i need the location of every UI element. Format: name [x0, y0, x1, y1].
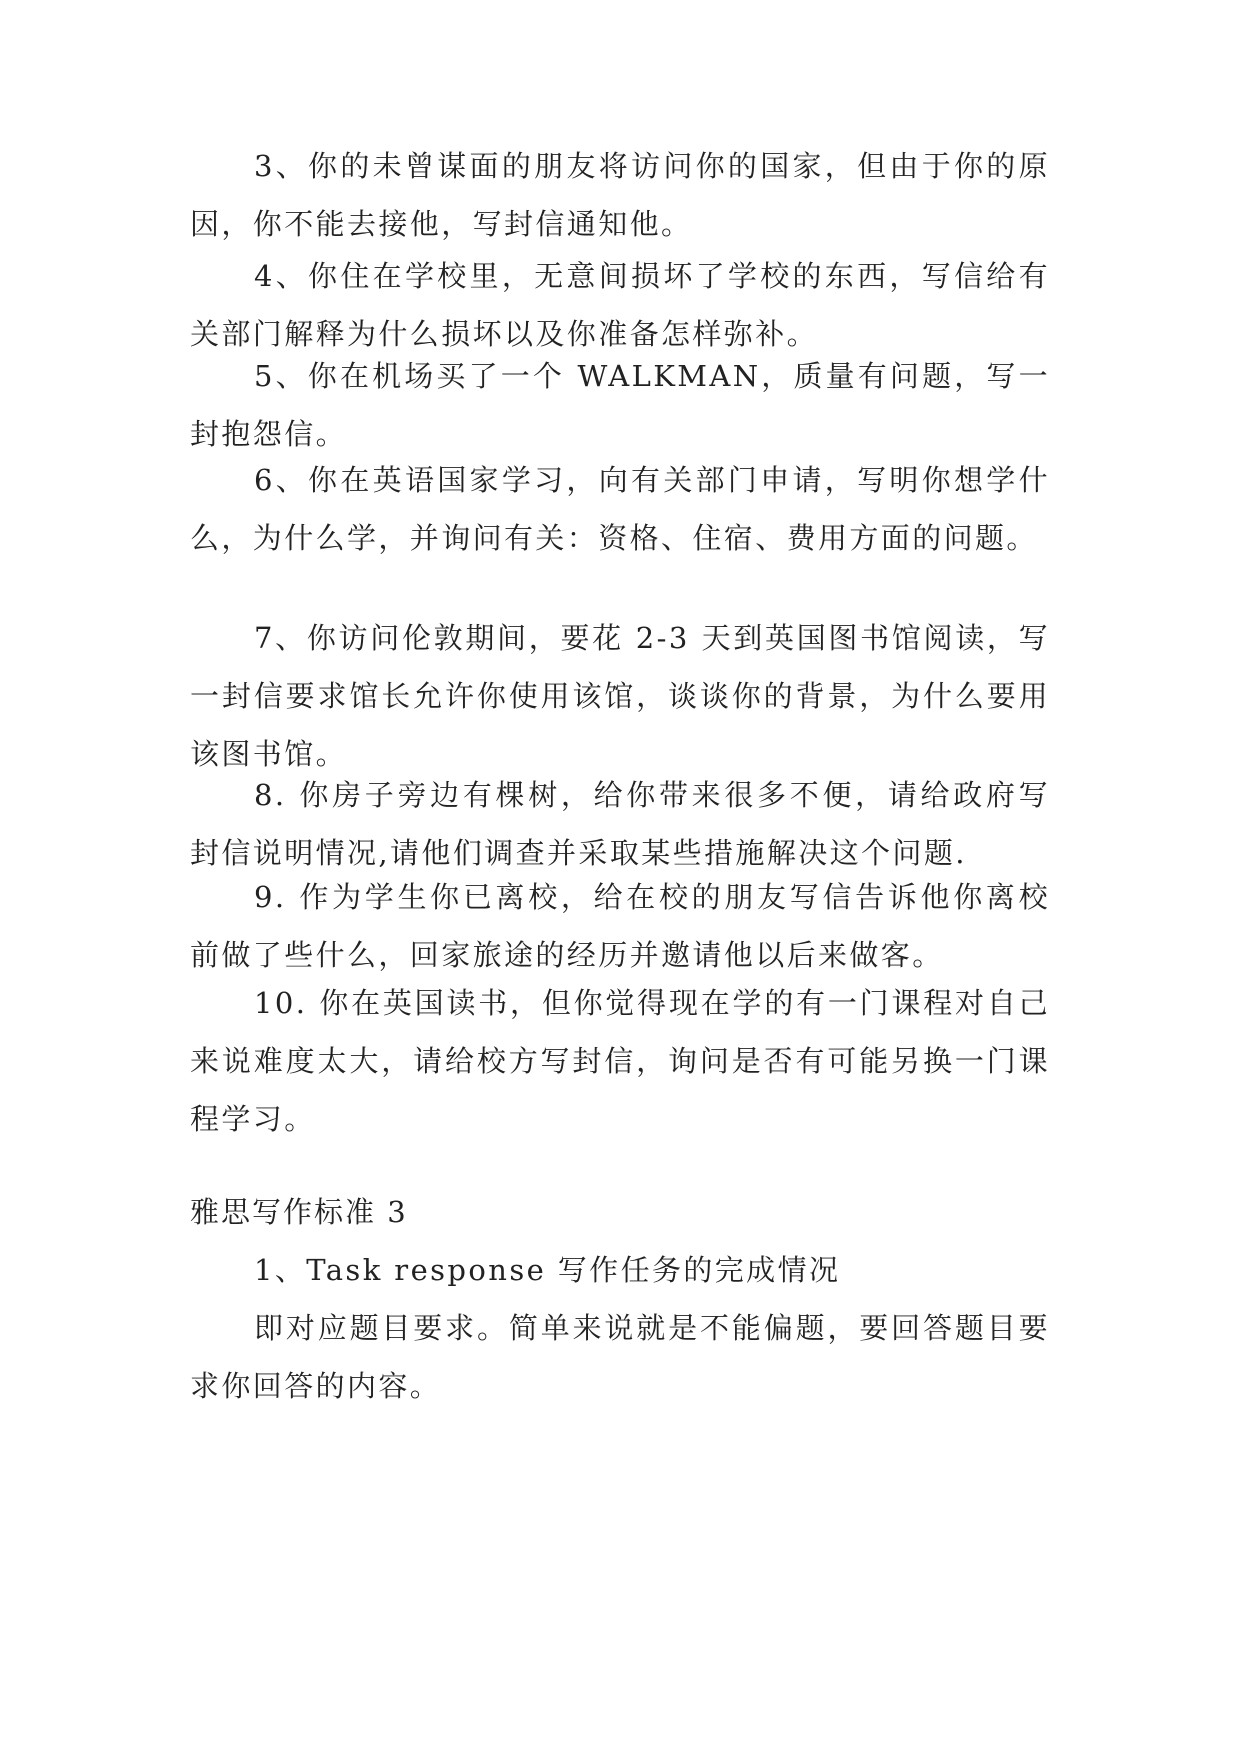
section-title: 雅思写作标准 3: [190, 1195, 408, 1229]
topic-item-7: 7、你访问伦敦期间，要花 2-3 天到英国图书馆阅读，写一封信要求馆长允许你使用该馆，谈谈你的背景，为什么要用该图书馆。: [190, 621, 1050, 771]
topic-item-3: 3、你的未曾谋面的朋友将访问你的国家，但由于你的原因，你不能去接他，写封信通知他。: [190, 149, 1050, 241]
criterion-description: 即对应题目要求。简单来说就是不能偏题，要回答题目要求你回答的内容。: [190, 1311, 1050, 1403]
criterion-title: 1、Task response 写作任务的完成情况: [254, 1253, 841, 1287]
topic-item-10: 10. 你在英国读书，但你觉得现在学的有一门课程对自己来说难度太大，请给校方写封信，询问是否有可能另换一门课程学习。: [190, 986, 1050, 1136]
topic-item-6: 6、你在英语国家学习，向有关部门申请，写明你想学什么，为什么学，并询问有关：资格、住宿、费用方面的问题。: [190, 463, 1050, 555]
topic-item-8: 8. 你房子旁边有棵树，给你带来很多不便，请给政府写封信说明情况,请他们调查并采取某些措施解决这个问题.: [190, 778, 1050, 870]
topic-item-4: 4、你住在学校里，无意间损坏了学校的东西，写信给有关部门解释为什么损坏以及你准备怎样弥补。: [190, 259, 1050, 351]
topic-item-5: 5、你在机场买了一个 WALKMAN，质量有问题，写一封抱怨信。: [190, 359, 1050, 451]
topic-item-9: 9. 作为学生你已离校，给在校的朋友写信告诉他你离校前做了些什么，回家旅途的经历并邀请他以后来做客。: [190, 880, 1050, 972]
